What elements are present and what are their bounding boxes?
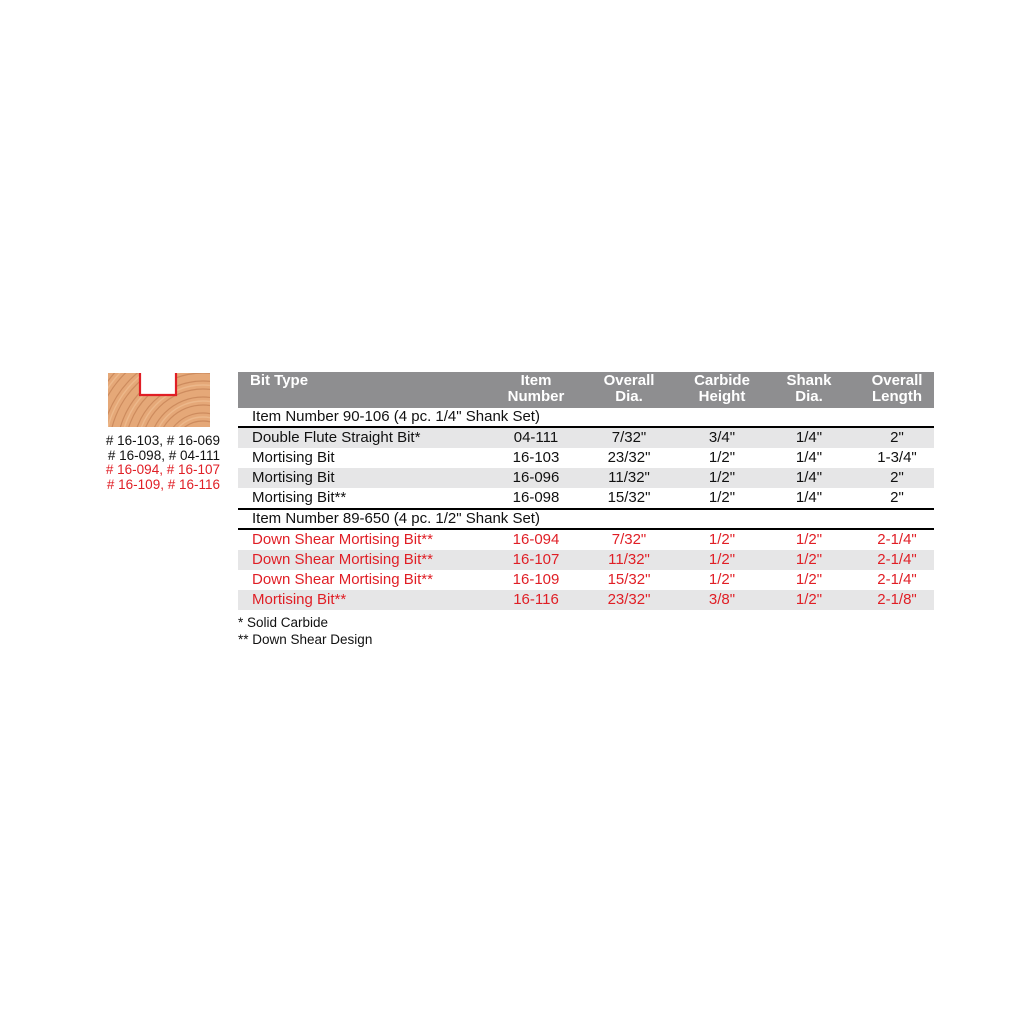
cell-overall-dia: 15/32" bbox=[607, 571, 651, 588]
cell-overall-length: 2" bbox=[860, 427, 934, 448]
cell-overall-dia: 15/32" bbox=[607, 489, 651, 506]
wood-profile-icon bbox=[108, 373, 210, 427]
compatible-part-numbers bbox=[96, 434, 220, 492]
cell-overall-length: 2-1/8" bbox=[860, 590, 934, 610]
cell-overall-dia: 11/32" bbox=[572, 468, 686, 488]
header-shank-dia bbox=[758, 372, 860, 408]
cell-item-number: 16-103 bbox=[512, 449, 560, 466]
cell-carbide-height: 1/2" bbox=[708, 531, 736, 548]
header-shank-dia-line2: Dia. bbox=[795, 387, 823, 405]
cell-carbide-height: 1/2" bbox=[708, 489, 736, 506]
table-row bbox=[238, 529, 934, 550]
cell-item-number: 16-116 bbox=[500, 590, 572, 610]
cell-overall-length: 2-1/4" bbox=[860, 550, 934, 570]
cell-shank-dia: 1/2" bbox=[795, 571, 823, 588]
table-row bbox=[238, 570, 934, 590]
cell-carbide-height: 3/8" bbox=[686, 590, 758, 610]
cell-item-number: 16-096 bbox=[500, 468, 572, 488]
cell-overall-length: 1-3/4" bbox=[877, 449, 917, 466]
cell-overall-dia: 7/32" bbox=[611, 531, 647, 548]
cell-carbide-height: 3/4" bbox=[686, 427, 758, 448]
wood-profile-image bbox=[108, 373, 210, 427]
table-row bbox=[238, 427, 934, 448]
cell-carbide-height: 1/2" bbox=[708, 571, 736, 588]
table-header-row bbox=[238, 372, 934, 408]
cell-shank-dia: 1/4" bbox=[758, 427, 860, 448]
footnote-solid-carbide: * Solid Carbide bbox=[238, 615, 329, 630]
cell-bit-type: Mortising Bit** bbox=[252, 489, 347, 506]
cell-shank-dia: 1/4" bbox=[795, 449, 823, 466]
footnotes bbox=[238, 614, 372, 648]
cell-item-number: 16-098 bbox=[512, 489, 560, 506]
cell-carbide-height: 1/2" bbox=[686, 550, 758, 570]
cell-overall-length: 2" bbox=[890, 489, 904, 506]
header-overall-length-line1: Overall bbox=[871, 372, 923, 389]
cell-bit-type: Mortising Bit bbox=[238, 468, 500, 488]
table-row bbox=[238, 550, 934, 570]
cell-carbide-height: 1/2" bbox=[708, 449, 736, 466]
header-overall-length-line2: Length bbox=[872, 387, 922, 405]
bit-spec-table-container bbox=[238, 372, 934, 610]
group-title-row bbox=[238, 509, 934, 529]
cell-overall-length: 2" bbox=[860, 468, 934, 488]
group-title: Item Number 89-650 (4 pc. 1/2" Shank Set) bbox=[238, 509, 934, 529]
cell-overall-dia: 7/32" bbox=[572, 427, 686, 448]
cell-carbide-height: 1/2" bbox=[686, 468, 758, 488]
table-row bbox=[238, 488, 934, 509]
table-row bbox=[238, 448, 934, 468]
cell-bit-type: Mortising Bit** bbox=[238, 590, 500, 610]
cell-overall-dia: 11/32" bbox=[572, 550, 686, 570]
cell-shank-dia: 1/2" bbox=[758, 550, 860, 570]
cell-shank-dia: 1/4" bbox=[758, 468, 860, 488]
group-title-row bbox=[238, 408, 934, 427]
header-overall-dia-line2: Dia. bbox=[615, 387, 643, 405]
cell-item-number: 04-111 bbox=[500, 427, 572, 448]
cell-shank-dia: 1/4" bbox=[795, 489, 823, 506]
header-item-number bbox=[500, 372, 572, 408]
part-number-line: # 16-103, # 16-069 bbox=[105, 433, 220, 448]
footnote-down-shear: ** Down Shear Design bbox=[238, 632, 373, 647]
cell-overall-dia: 23/32" bbox=[572, 590, 686, 610]
cell-shank-dia: 1/2" bbox=[795, 531, 823, 548]
header-item-number-line2: Number bbox=[507, 387, 565, 405]
header-overall-dia bbox=[572, 372, 686, 408]
cell-item-number: 16-094 bbox=[512, 531, 560, 548]
cell-bit-type: Down Shear Mortising Bit** bbox=[252, 531, 433, 548]
header-overall-dia-line1: Overall bbox=[603, 372, 655, 389]
cell-overall-length: 2-1/4" bbox=[877, 531, 917, 548]
part-number-line: # 16-109, # 16-116 bbox=[106, 476, 220, 492]
header-overall-length bbox=[860, 372, 934, 408]
cell-bit-type: Double Flute Straight Bit* bbox=[238, 427, 500, 448]
header-carbide-height-line2: Height bbox=[698, 387, 746, 405]
header-shank-dia-line1: Shank bbox=[786, 372, 832, 389]
part-number-line: # 16-094, # 16-107 bbox=[105, 462, 220, 478]
cell-item-number: 16-109 bbox=[512, 571, 560, 588]
header-carbide-height-line1: Carbide bbox=[694, 372, 750, 389]
header-item-number-line1: Item bbox=[520, 372, 552, 389]
cell-bit-type: Down Shear Mortising Bit** bbox=[252, 571, 433, 588]
header-bit-type: Bit Type bbox=[238, 372, 500, 408]
cell-overall-dia: 23/32" bbox=[607, 449, 651, 466]
bit-spec-table bbox=[238, 372, 934, 610]
cell-overall-length: 2-1/4" bbox=[877, 571, 917, 588]
cell-item-number: 16-107 bbox=[500, 550, 572, 570]
table-row bbox=[238, 590, 934, 610]
cell-shank-dia: 1/2" bbox=[758, 590, 860, 610]
cell-bit-type: Down Shear Mortising Bit** bbox=[238, 550, 500, 570]
table-row bbox=[238, 468, 934, 488]
cell-bit-type: Mortising Bit bbox=[252, 449, 335, 466]
part-number-line: # 16-098, # 04-111 bbox=[107, 447, 220, 463]
header-carbide-height bbox=[686, 372, 758, 408]
group-title: Item Number 90-106 (4 pc. 1/4" Shank Set) bbox=[238, 408, 934, 427]
